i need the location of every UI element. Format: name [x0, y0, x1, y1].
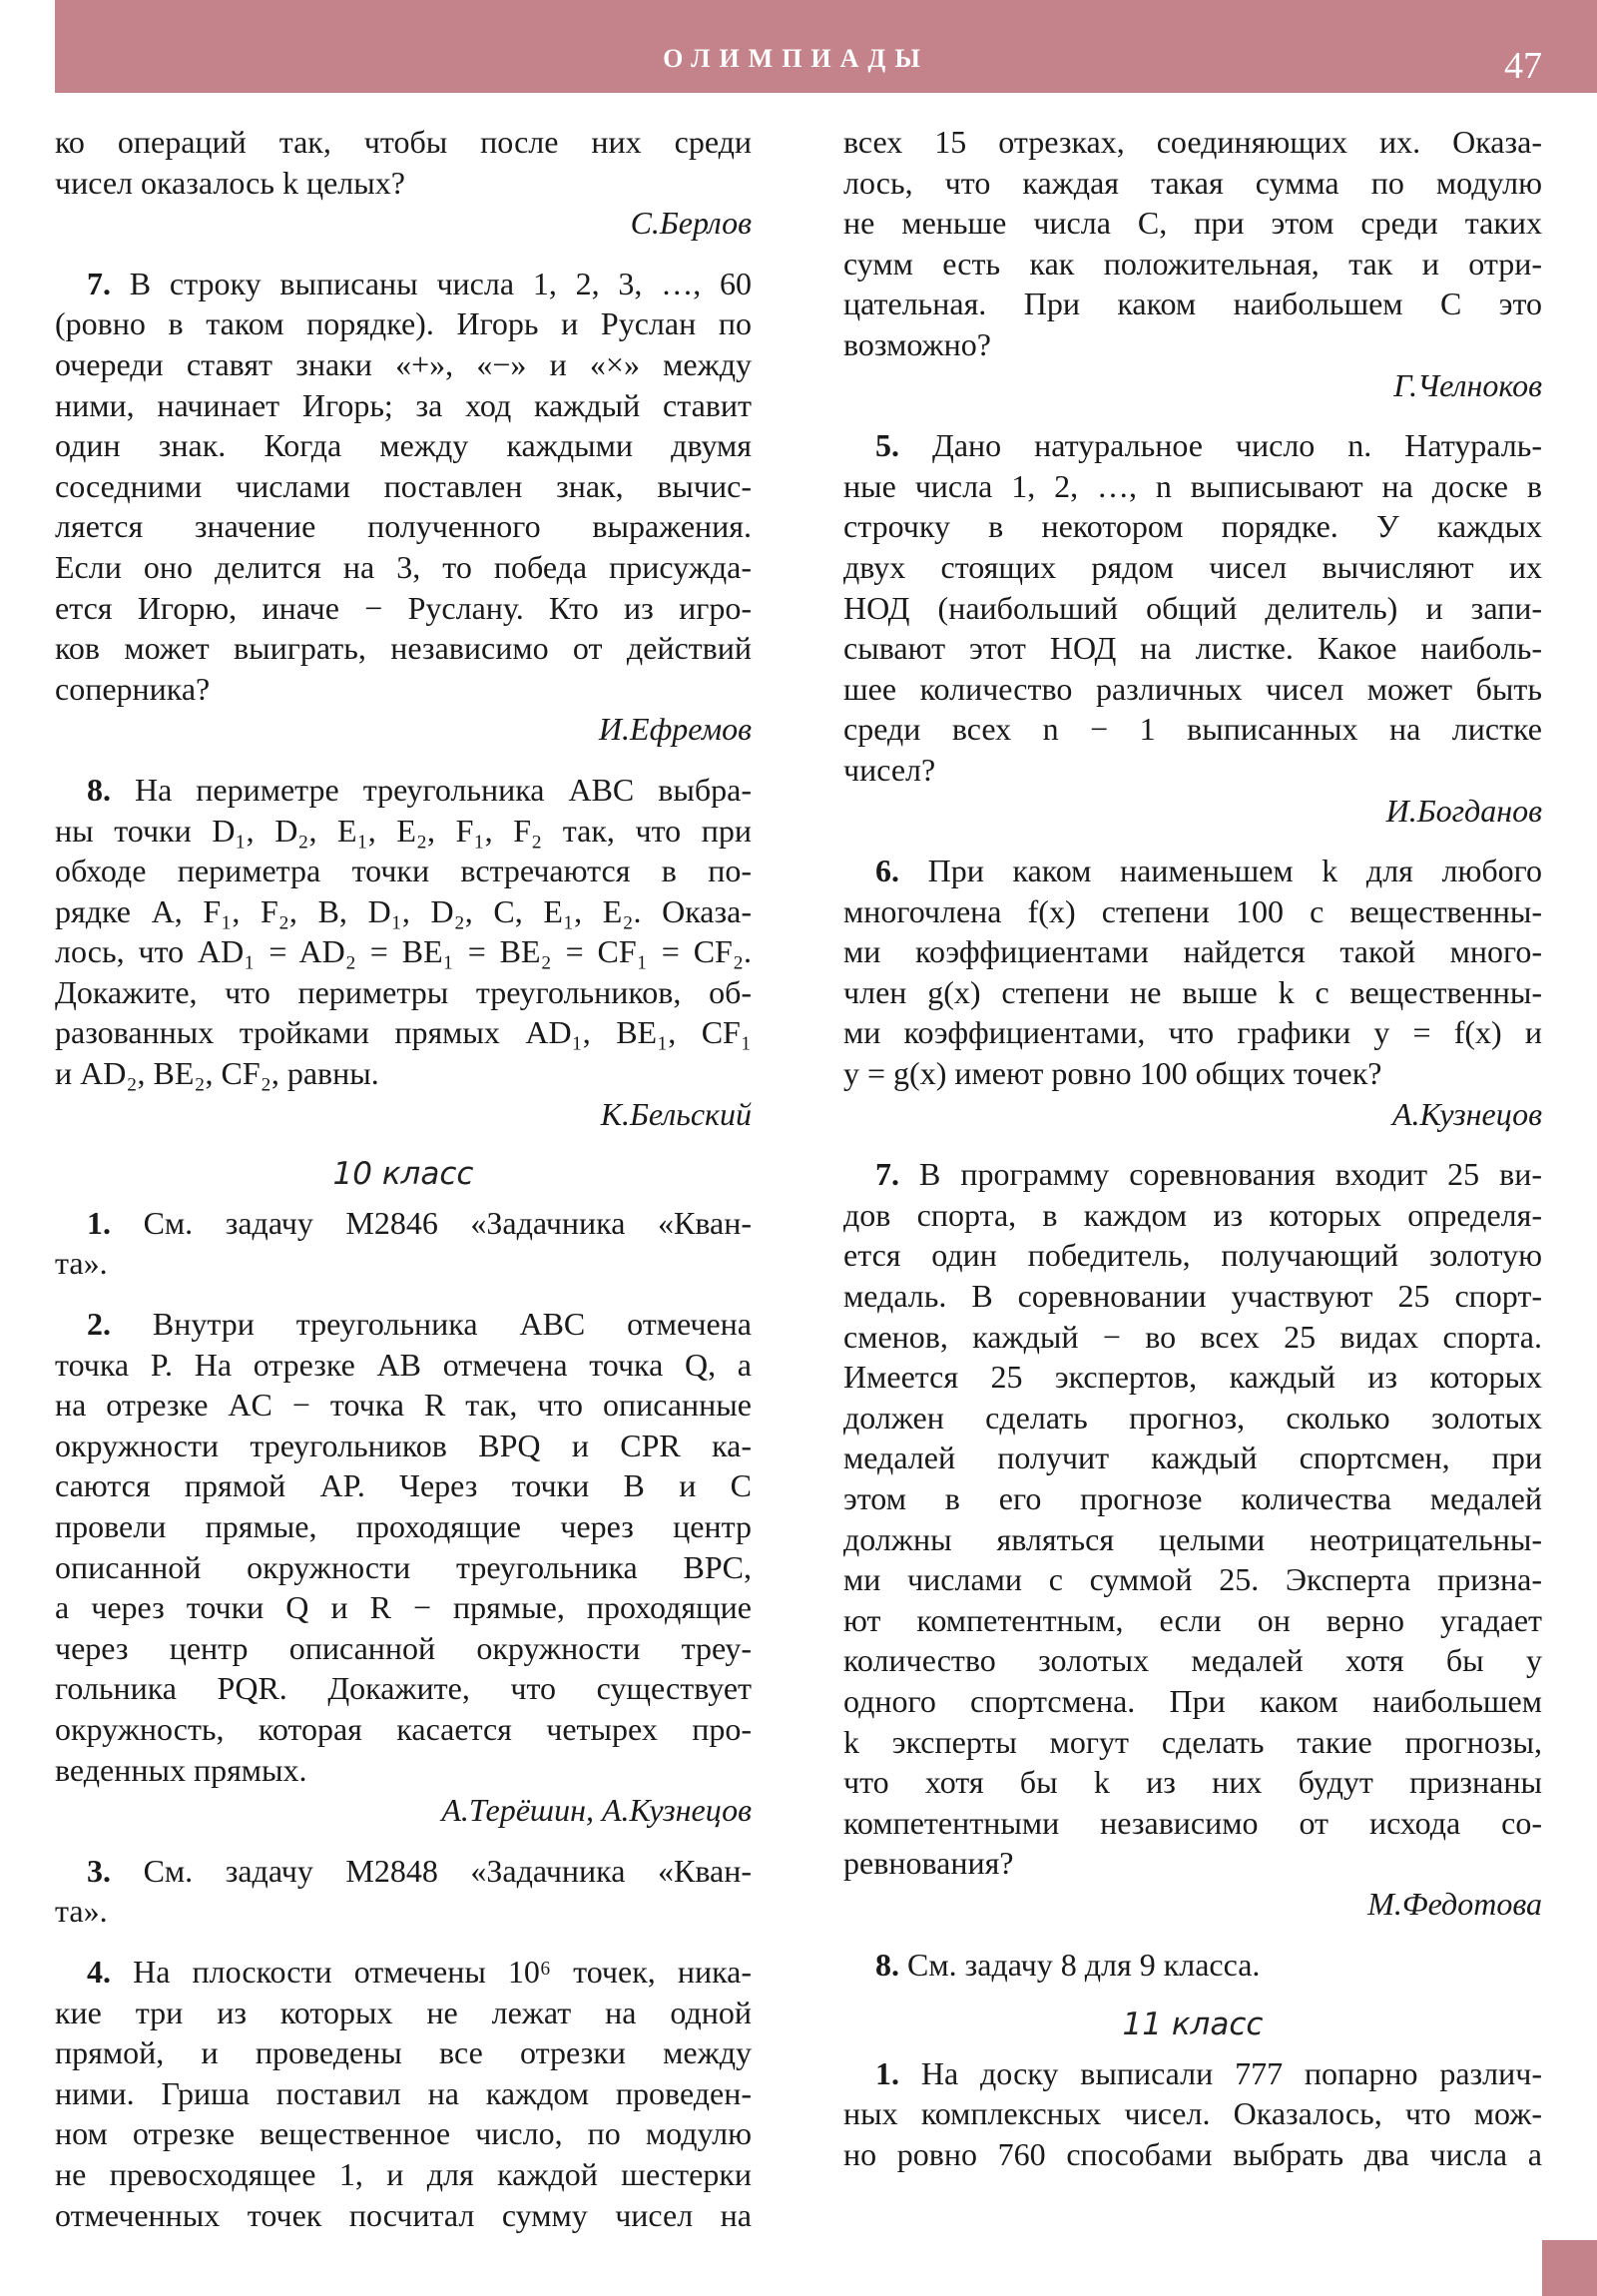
text-line: ные числа 1, 2, …, n выписывают на доске в — [843, 467, 1542, 504]
author-signature: А.Кузнецов — [1391, 1095, 1542, 1132]
text-line: но ровно 760 способами выбрать два числа a — [843, 2135, 1542, 2172]
text-line: окружности треугольников BPQ и CPR ка- — [55, 1427, 752, 1463]
text-line: не превосходящее 1, и для каждой шестерки — [55, 2155, 752, 2192]
text-line: описанной окружности треугольника BPC, — [55, 1548, 752, 1585]
text-line: y = g(x) имеют ровно 100 общих точек? — [843, 1055, 1382, 1092]
text-line: строчку в некотором порядке. У каждых — [843, 508, 1542, 545]
problem-10-8 — [843, 1945, 1542, 1986]
problem-number: 1. — [875, 2054, 899, 2091]
problem-number: 8. — [87, 771, 111, 808]
right-column — [843, 122, 1542, 2175]
text-line: ми коэффициентами, что графики y = f(x) и — [843, 1014, 1542, 1051]
text-line: 1. На доску выписали 777 попарно различ- — [875, 2054, 1543, 2091]
text-line: двух стоящих рядом чисел вычисляют их — [843, 548, 1542, 585]
text-line: 2. Внутри треугольника ABC отмечена — [87, 1306, 752, 1343]
problem-number: 5. — [875, 427, 899, 464]
page-header — [55, 0, 1597, 93]
problem-number: 7. — [875, 1156, 899, 1193]
text-line: 4. На плоскости отмечены 10⁶ точек, ника- — [87, 1953, 753, 1990]
text-line: (ровно в таком порядке). Игорь и Руслан по — [55, 305, 752, 342]
author-signature: А.Терёшин, А.Кузнецов — [441, 1792, 752, 1829]
text-line: чисел? — [843, 751, 936, 788]
text-line: 6. При каком наименьшем k для любого — [875, 853, 1543, 889]
text-line: 7. В программу соревнования входит 25 ви- — [875, 1156, 1543, 1193]
text-line: одного спортсмена. При каком наибольшем — [843, 1682, 1542, 1719]
text-line: а через точки Q и R − прямые, проходящие — [55, 1589, 752, 1626]
text-line: на отрезке AC − точка R так, что описанные — [55, 1387, 752, 1424]
text-line: сумм есть как положительная, так и отри- — [843, 245, 1542, 282]
text-line: соперника? — [55, 670, 211, 707]
problem-10-6 — [843, 851, 1542, 1134]
text-line: лось, что AD₁ = AD₂ = BE₁ = BE₂ = CF₁ = CF₂. — [55, 933, 752, 970]
text-line: сывают этот НОД на листке. Какое наиболь- — [843, 630, 1542, 667]
text-line: чисел оказалось k целых? — [55, 164, 405, 201]
author-signature: И.Богданов — [1385, 792, 1542, 829]
text-line: дов спорта, в каждом из которых определя- — [843, 1196, 1542, 1233]
text-line: должны являться целыми неотрицательны- — [843, 1520, 1542, 1557]
text-line: гольника PQR. Докажите, что существует — [55, 1670, 752, 1707]
text-line: саются прямой AP. Через точки B и C — [55, 1467, 752, 1504]
text-line: очереди ставят знаки «+», «−» и «×» между — [55, 345, 752, 382]
problem-number: 7. — [87, 265, 111, 301]
left-column — [55, 122, 752, 2235]
problem-10-4-continuation — [843, 122, 1542, 405]
text-line: сменов, каждый − во всех 25 видах спорта. — [843, 1318, 1542, 1355]
text-line: лось, что каждая такая сумма по модулю — [843, 164, 1542, 201]
text-line: ных комплексных чисел. Оказалось, что мож- — [843, 2095, 1542, 2132]
text-line: ется Игорю, иначе − Руслану. Кто из игро- — [55, 589, 752, 626]
problem-number: 2. — [87, 1306, 111, 1343]
text-line: ми числами с суммой 25. Эксперта призна- — [843, 1561, 1542, 1598]
text-line: шее количество различных чисел может быть — [843, 670, 1542, 707]
problem-number: 3. — [87, 1852, 111, 1889]
author-signature: С.Берлов — [630, 205, 752, 242]
text-line: ми коэффициентами найдется такой много- — [843, 933, 1542, 970]
text-line: та». — [55, 1245, 108, 1282]
text-line: 8. На периметре треугольника ABC выбра- — [87, 771, 753, 808]
text-line: Если оно делится на 3, то победа присужда- — [55, 548, 752, 585]
problem-9-7 — [55, 264, 752, 750]
text-line: 8. См. задачу 8 для 9 класса. — [875, 1946, 1261, 1983]
text-line: ними. Гриша поставил на каждом проведен- — [55, 2074, 752, 2111]
text-line: медалей получит каждый спортсмен, при — [843, 1439, 1542, 1476]
text-line: должен сделать прогноз, сколько золотых — [843, 1399, 1542, 1435]
problem-number: 1. — [87, 1204, 111, 1241]
problem-number: 4. — [87, 1953, 111, 1990]
text-line: провели прямые, проходящие через центр — [55, 1508, 752, 1544]
text-line: ляется значение полученного выражения. — [55, 508, 752, 545]
text-line: медаль. В соревновании участвуют 25 спорт- — [843, 1278, 1542, 1315]
text-line: ними, начинает Игорь; за ход каждый ставит — [55, 386, 752, 423]
text-line: этом в его прогнозе количества медалей — [843, 1480, 1542, 1516]
page-number: 47 — [1504, 45, 1542, 87]
text-line: 1. См. задачу М2846 «Задачника «Кван- — [87, 1204, 753, 1241]
text-line: не меньше числа C, при этом среди таких — [843, 205, 1542, 242]
corner-decoration — [1542, 2240, 1597, 2296]
text-line: член g(x) степени не выше k с вещественны- — [843, 973, 1542, 1010]
text-line: рядке A, F₁, F₂, B, D₁, D₂, C, E₁, E₂. Оказа- — [55, 892, 752, 929]
section-heading-grade-11: 11 класс — [1122, 2007, 1264, 2043]
text-line: прямой, и проведены все отрезки между — [55, 2034, 752, 2071]
text-line: среди всех n − 1 выписанных на листке — [843, 711, 1542, 748]
text-line: что хотя бы k из них будут признаны — [843, 1764, 1542, 1801]
text-line: ков может выиграть, независимо от действий — [55, 630, 752, 667]
text-line: через центр описанной окружности треу- — [55, 1629, 752, 1666]
text-line: 7. В строку выписаны числа 1, 2, 3, …, 60 — [87, 265, 753, 301]
text-line: ном отрезке вещественное число, по модулю — [55, 2115, 752, 2152]
text-line: ны точки D₁, D₂, E₁, E₂, F₁, F₂ так, что при — [55, 812, 752, 849]
text-line: кие три из которых не лежат на одной — [55, 1994, 752, 2030]
text-line: точка P. На отрезке AB отмечена точка Q, а — [55, 1346, 752, 1383]
text-line: и AD₂, BE₂, CF₂, равны. — [55, 1055, 379, 1092]
text-line: количество золотых медалей хотя бы у — [843, 1642, 1542, 1679]
text-line: один знак. Когда между каждыми двумя — [55, 427, 752, 464]
text-line: веденных прямых. — [55, 1751, 307, 1788]
problem-10-7 — [843, 1154, 1542, 1924]
text-line: компетентными независимо от исхода со- — [843, 1804, 1542, 1841]
text-line: ется один победитель, получающий золотую — [843, 1237, 1542, 1274]
problem-number: 8. — [875, 1946, 899, 1983]
text-line: ют компетентным, если он верно угадает — [843, 1601, 1542, 1638]
text-line: окружность, которая касается четырех про- — [55, 1710, 752, 1747]
text-line: разованных тройками прямых AD₁, BE₁, CF₁ — [55, 1014, 752, 1051]
author-signature: К.Бельский — [600, 1095, 752, 1132]
author-signature: М.Федотова — [1367, 1885, 1542, 1922]
section-title: ОЛИМПИАДЫ — [663, 44, 929, 73]
problem-10-4 — [55, 1952, 752, 2235]
text-line: соседними числами поставлен знак, вычис- — [55, 467, 752, 504]
text-line: ревнования? — [843, 1845, 1014, 1882]
problem-11-1 — [843, 2053, 1542, 2175]
author-signature: И.Ефремов — [598, 711, 752, 748]
text-line: многочлена f(x) степени 100 с вещественны- — [843, 892, 1542, 929]
text-line: Имеется 25 экспертов, каждый из которых — [843, 1359, 1542, 1396]
problem-9-8 — [55, 770, 752, 1134]
text-line: цательная. При каком наибольшем C это — [843, 286, 1542, 322]
author-signature: Г.Челноков — [1393, 366, 1542, 403]
text-line: отмеченных точек посчитал сумму чисел на — [55, 2196, 752, 2233]
text-line: обходе периметра точки встречаются в по- — [55, 853, 752, 889]
text-line: 3. См. задачу М2848 «Задачника «Кван- — [87, 1852, 753, 1889]
problem-10-3 — [55, 1851, 752, 1932]
text-line: 5. Дано натуральное число n. Натураль- — [875, 427, 1543, 464]
problem-10-5 — [843, 425, 1542, 831]
text-line: возможно? — [843, 325, 991, 362]
text-line: k эксперты могут сделать такие прогнозы, — [843, 1723, 1542, 1760]
text-line: та». — [55, 1893, 108, 1930]
problem-number: 6. — [875, 853, 899, 889]
problem-10-1 — [55, 1203, 752, 1284]
problem-10-2 — [55, 1304, 752, 1831]
text-line: Докажите, что периметры треугольников, об- — [55, 973, 752, 1010]
text-line: НОД (наибольший общий делитель) и запи- — [843, 589, 1542, 626]
section-heading-grade-10: 10 класс — [332, 1156, 474, 1193]
text-line: всех 15 отрезках, соединяющих их. Оказа- — [843, 124, 1542, 160]
text-line: ко операций так, чтобы после них среди — [55, 124, 752, 160]
problem-continuation — [55, 122, 752, 244]
